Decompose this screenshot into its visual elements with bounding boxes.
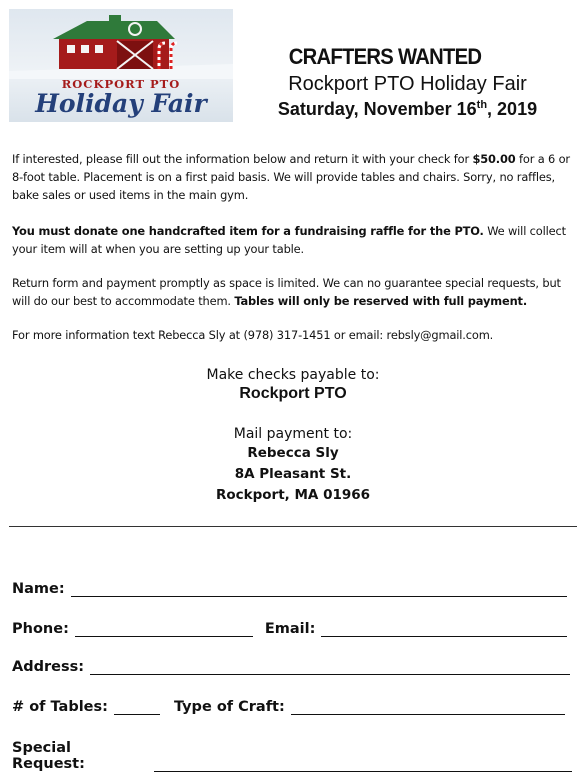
special-label: Special Request:	[12, 740, 85, 772]
logo-text-holiday: Holiday Fair	[35, 89, 207, 118]
paragraph-return: Return form and payment promptly as space is limited. We can no guarantee special requests, but will do our best to accommodate them. Tables will only be reserved with full payment.	[12, 276, 561, 308]
checks-label: Make checks payable to:	[206, 367, 380, 383]
checks-payee: Rockport PTO	[239, 385, 347, 402]
email-field[interactable]	[321, 622, 567, 637]
name-field[interactable]	[71, 582, 567, 597]
event-date: Saturday, November 16th, 2019	[277, 99, 538, 119]
logo-text-rockport: ROCKPORT PTO	[61, 77, 181, 91]
paragraph-interest: If interested, please fill out the information below and return it with your check for $50.00 for a 6 or 8-foot table. Placement is on a first paid basis. We will provide tables and chairs. Sorry, no raffles, bake sales or used items in the main gym.	[12, 152, 570, 202]
special-field[interactable]	[154, 757, 572, 772]
event-name: Rockport PTO Holiday Fair	[288, 73, 527, 95]
phone-field[interactable]	[75, 622, 253, 637]
special-row	[12, 740, 572, 772]
email-label: Email:	[264, 621, 316, 637]
phone-email-row	[12, 621, 572, 637]
price: $50.00	[472, 152, 516, 166]
tables-craft-row	[12, 699, 572, 715]
paragraph-donation: You must donate one handcrafted item for a fundraising raffle for the PTO. We will collect your item will at when you are setting up your table.	[12, 224, 566, 256]
paragraph-contact: For more information text Rebecca Sly at (978) 317-1451 or email: rebsly@gmail.com.	[12, 328, 494, 342]
tables-label: # of Tables:	[12, 699, 108, 715]
barn-icon	[9, 9, 233, 79]
holiday-fair-logo	[9, 9, 233, 122]
page-title: CRAFTERS WANTED	[288, 44, 482, 69]
craft-label: Type of Craft:	[173, 699, 285, 715]
mail-street: 8A Pleasant St.	[234, 466, 352, 482]
address-label: Address:	[12, 659, 85, 675]
address-row	[12, 659, 572, 675]
phone-label: Phone:	[12, 621, 69, 637]
mail-name: Rebecca Sly	[247, 445, 339, 461]
name-label: Name:	[12, 581, 65, 597]
divider	[9, 526, 577, 527]
name-row	[12, 581, 572, 597]
tables-field[interactable]	[114, 700, 160, 715]
address-field[interactable]	[90, 660, 570, 675]
craft-field[interactable]	[291, 700, 565, 715]
mail-label: Mail payment to:	[233, 426, 353, 442]
mail-city: Rockport, MA 01966	[215, 487, 371, 503]
